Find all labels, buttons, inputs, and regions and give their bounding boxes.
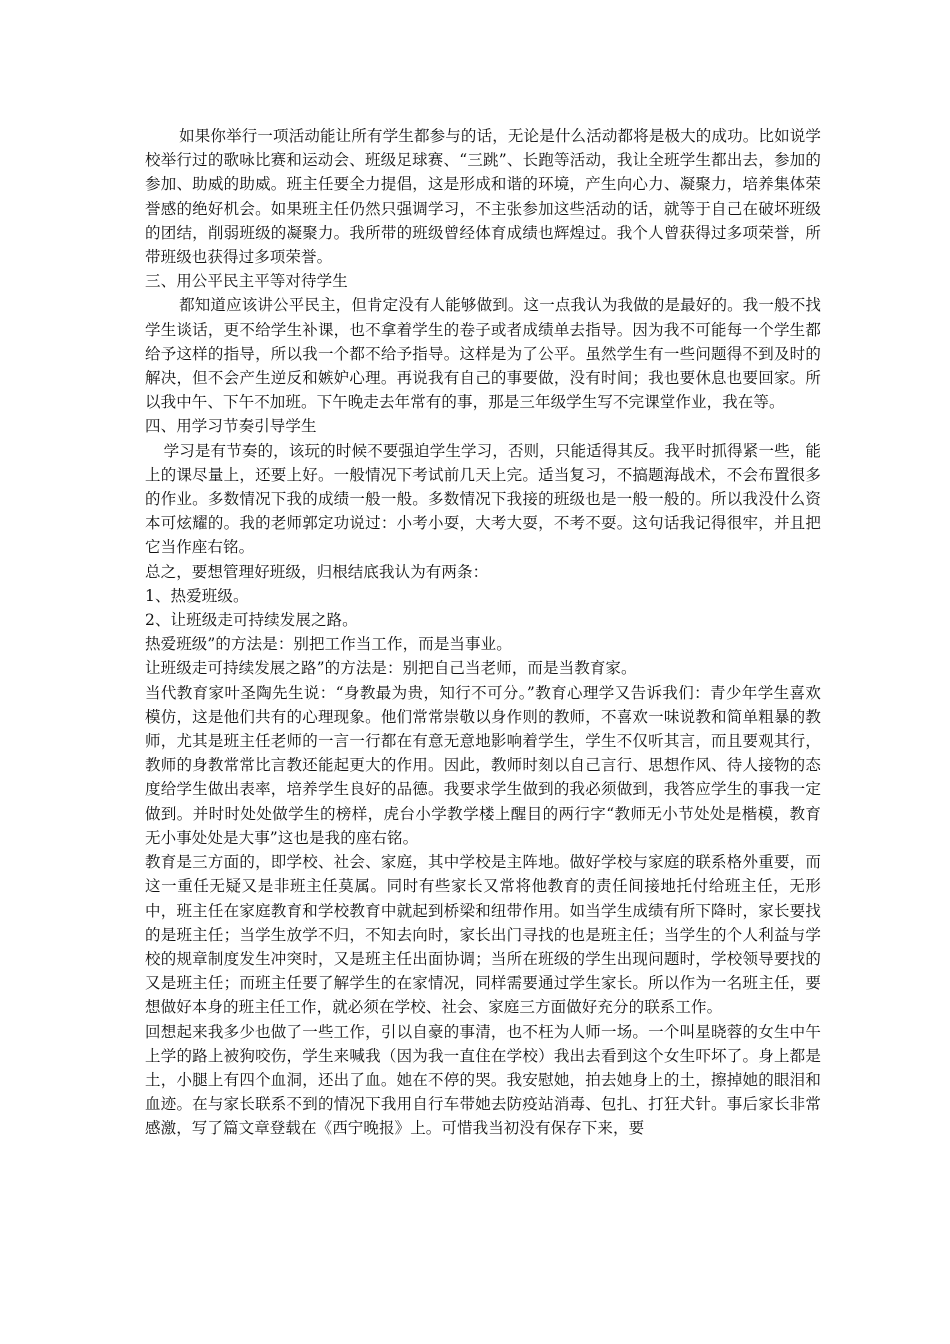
paragraph: 都知道应该讲公平民主，但肯定没有人能够做到。这一点我认为我做的是最好的。我一般不找学生谈话，更不给学生补课，也不拿着学生的卷子或者成绩单去指导。因为我不可能每一个学生都给予这样的指导，所以我一个都不给予指导。这样是为了公平。虽然学生有一些问题得不到及时的解决，但不会产生逆反和嫉妒心理。再说我有自己的事要做，没有时间；我也要休息也要回家。所以我中午、下午不加班。下午晚走去年常有的事，那是三年级学生写不完课堂作业，我在等。 (145, 296, 821, 412)
paragraph: 学习是有节奏的，该玩的时候不要强迫学生学习，否则，只能适得其反。我平时抓得紧一些，能上的课尽量上，还要上好。一般情况下考试前几天上完。适当复习，不搞题海战术，不会布置很多的作业。多数情况下我的成绩一般一般。多数情况下我接的班级也是一般一般的。所以我没什么资本可炫耀的。我的老师郭定功说过：小考小耍，大考大耍，不考不耍。这句话我记得很牢，并且把它当作座右铭。 (145, 441, 821, 557)
paragraph: 如果你举行一项活动能让所有学生都参与的话，无论是什么活动都将是极大的成功。比如说学校举行过的歌咏比赛和运动会、班级足球赛、“三跳”、长跑等活动，我让全班学生都出去，参加的参加、助威的助威。班主任要全力提倡，这是形成和谐的环境，产生向心力、凝聚力，培养集体荣誉感的绝好机会。如果班主任仍然只强调学习，不主张参加这些活动的话，就等于自己在破坏班级的团结，削弱班级的凝聚力。我所带的班级曾经体育成绩也辉煌过。我个人曾获得过多项荣誉，所带班级也获得过多项荣誉。 (145, 127, 821, 267)
paragraph: 回想起来我多少也做了一些工作，引以自豪的事清，也不枉为人师一场。一个叫星晓蓉的女生中午上学的路上被狗咬伤，学生来喊我（因为我一直住在学校）我出去看到这个女生吓坏了。身上都是土，小腿上有四个血洞，还出了血。她在不停的哭。我安慰她，拍去她身上的土，擦掉她的眼泪和血迹。在与家长联系不到的情况下我用自行车带她去防疫站消毒、包扎、打狂犬针。事后家长非常感激，写了篇文章登载在《西宁晚报》上。可惜我当初没有保存下来，要 (145, 1022, 821, 1138)
paragraph: 教育是三方面的，即学校、社会、家庭，其中学校是主阵地。做好学校与家庭的联系格外重要，而这一重任无疑又是非班主任莫属。同时有些家长又常将他教育的责任间接地托付给班主任，无形中，班主任在家庭教育和学校教育中就起到桥梁和纽带作用。如当学生成绩有所下降时，家长要找的是班主任；当学生放学不归，不知去向时，家长出门寻找的也是班主任；当学生的个人利益与学校的规章制度发生冲突时，又是班主任出面协调；当所在班级的学生出现问题时，学校领导要找的又是班主任；而班主任要了解学生的在家情况，同样需要通过学生家长。所以作为一名班主任，要想做好本身的班主任工作，就必须在学校、社会、家庭三方面做好充分的联系工作。 (145, 853, 821, 1017)
paragraph: 当代教育家叶圣陶先生说：“身教最为贵，知行不可分。”教育心理学又告诉我们：青少年学生喜欢模仿，这是他们共有的心理现象。他们常常崇敬以身作则的教师，不喜欢一味说教和简单粗暴的教师，尤其是班主任老师的一言一行都在有意无意地影响着学生，学生不仅听其言，而且要观其行，教师的身教常常比言教还能起更大的作用。因此，教师时刻以自己言行、思想作风、待人接物的态度给学生做出表率，培养学生良好的品德。我要求学生做到的我必须做到，我答应学生的事我一定做到。并时时处处做学生的榜样，虎台小学教学楼上醒目的两行字“教师无小节处处是楷模，教育无小事处处是大事”这也是我的座右铭。 (145, 683, 821, 847)
paragraph: 总之，要想管理好班级，归根结底我认为有两条： (145, 562, 489, 581)
paragraph: 2、让班级走可持续发展之路。 (145, 611, 358, 630)
paragraph: 四、用学习节奏引导学生 (145, 417, 317, 436)
paragraph: 1、热爱班级。 (145, 586, 249, 605)
paragraph: 三、用公平民主平等对待学生 (145, 272, 348, 291)
document-body (145, 124, 821, 1141)
paragraph: 热爱班级”的方法是：别把工作当工作，而是当事业。 (145, 635, 512, 654)
paragraph: 让班级走可持续发展之路”的方法是：别把自己当老师，而是当教育家。 (145, 659, 637, 678)
